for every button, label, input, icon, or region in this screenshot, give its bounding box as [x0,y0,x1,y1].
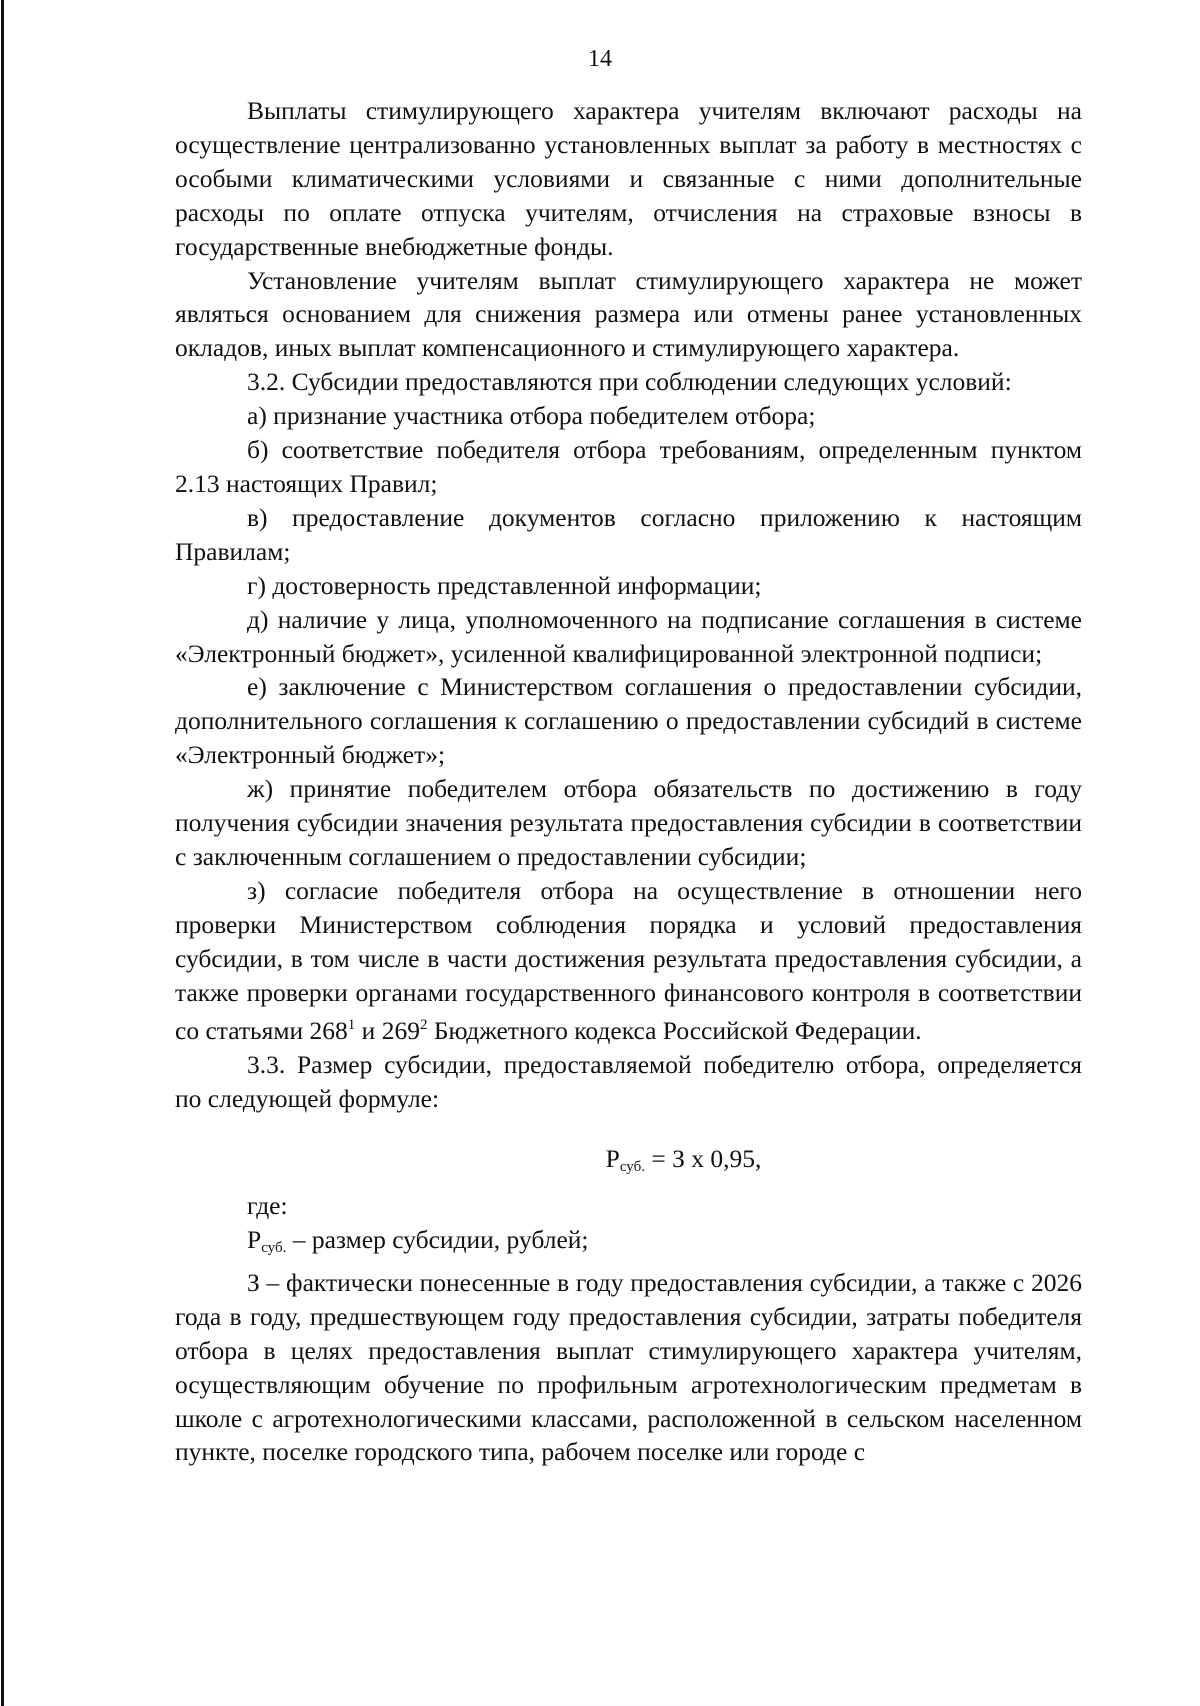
subsidy-formula [175,1142,1082,1185]
article-269: 269 [381,1016,420,1046]
condition-d: д) наличие у лица, уполномоченного на подписание соглашения в системе «Электронный бюджет», усиленной квалифицированной электронной подписи; [175,604,1082,668]
formula-subscript: суб. [619,1159,645,1176]
paragraph-establishment: Установление учителям выплат стимулирующего характера не может являться основанием для снижения размера или отмены ранее установленных окладов, иных выплат компенсационного и стимулирующего характера. [175,265,1082,363]
definition-p-subscript: суб. [261,1240,287,1256]
definition-p-symbol: Р [247,1225,262,1254]
article-268-sup: 1 [347,1017,356,1034]
condition-z-text: з) согласие победителя отбора на осуществление в отношении него проверки Министерством соблюдения порядка и условий предоставления субсидии, в том числе в части достижения результата предоставления субсидии, а также проверки органами государственного финансового контроля в соответствии со статьями [175,875,1082,1046]
document-body [175,94,1082,1469]
condition-z [175,874,1082,1049]
paragraph-3-3: 3.3. Размер субсидии, предоставляемой победителю отбора, определяется по следующей формуле: [175,1050,1082,1114]
definition-p-text: – размер субсидии, рублей; [286,1225,589,1254]
condition-v: в) предоставление документов согласно приложению к настоящим Правилам; [175,502,1082,566]
paragraph-3-2: 3.2. Субсидии предоставляются при соблюдении следующих условий: [247,367,1012,397]
formula-rhs: = З х 0,95, [644,1144,762,1174]
where-label: где: [247,1191,288,1221]
condition-e: е) заключение с Министерством соглашения о предоставлении субсидии, дополнительного соглашения к соглашению о предоставлении субсидий в системе «Электронный бюджет»; [175,672,1082,770]
definition-z: З – фактически понесенные в году предоставления субсидии, а также с 2026 года в году, предшествующем году предоставления субсидии, затраты победителя отбора в целях предоставления выплат стимулирующего характера учителям, осуществляющим обучение по профильным агротехнологическим предметам в школе с агротехнологическими классами, расположенной в сельском населенном пункте, поселке городского типа, рабочем поселке или городе с [175,1267,1082,1467]
formula-symbol: Р [605,1144,620,1174]
article-268: 268 [309,1016,348,1046]
paragraph-stimulating-payments: Выплаты стимулирующего характера учителям включают расходы на осуществление централизованно установленных выплат за работу в местностях с особыми климатическими условиями и связанные с ними дополнительные расходы по оплате отпуска учителям, отчисления на страховые взносы в государственные внебюджетные фонды. [175,96,1082,261]
condition-zh: ж) принятие победителем отбора обязательств по достижению в году получения субсидии значения результата предоставления субсидии в соответствии с заключенным соглашением о предоставлении субсидии; [175,774,1082,871]
definition-p [175,1223,1082,1266]
article-269-sup: 2 [419,1017,428,1034]
page-number: 14 [588,46,612,72]
conjunction: и [355,1016,382,1046]
condition-a: а) признание участника отбора победителем отбора; [247,401,816,431]
condition-b: б) соответствие победителя отбора требованиям, определенным пунктом 2.13 настоящих Правил; [175,435,1082,498]
condition-g: г) достоверность представленной информации; [247,570,762,600]
scan-border [1,0,4,1706]
condition-z-end: Бюджетного кодекса Российской Федерации. [427,1016,922,1046]
